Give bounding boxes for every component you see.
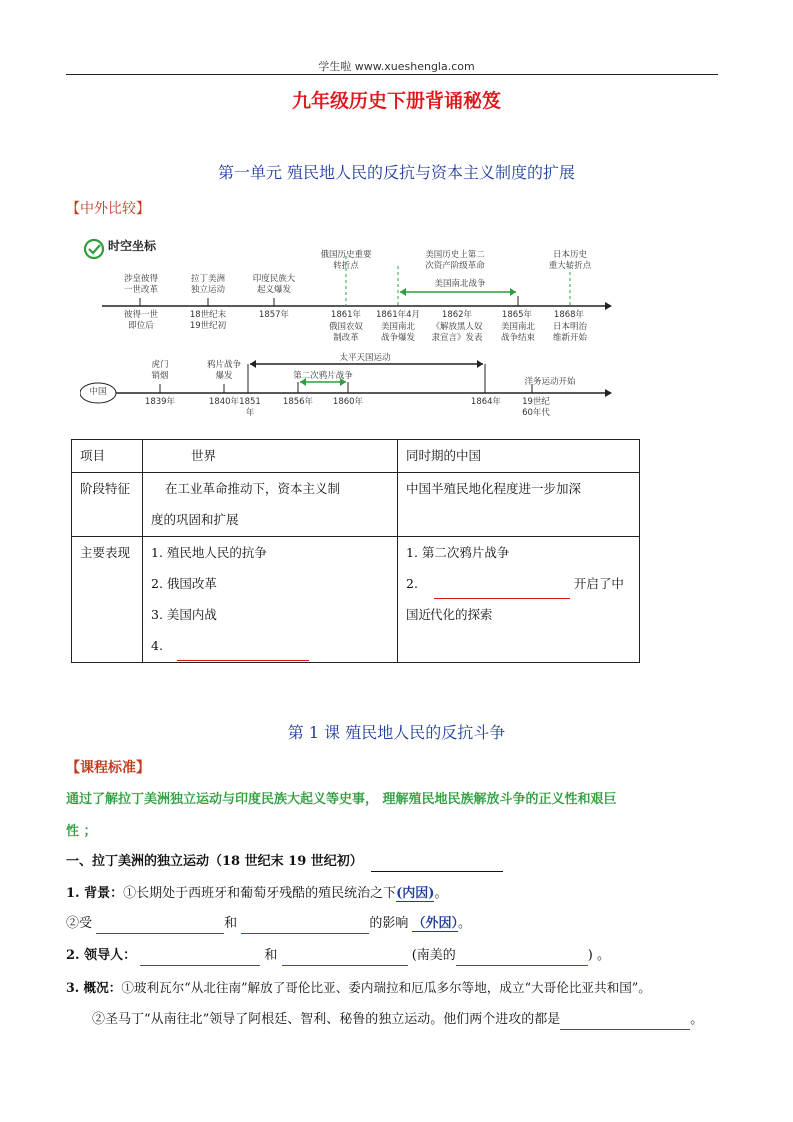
world-event-1: 18世纪末 19世纪初 (189, 310, 227, 331)
china-event-humen: 虎门 销烟 (151, 360, 169, 381)
fill-blank[interactable] (140, 951, 260, 966)
china-year-1: 1840年 (208, 397, 240, 407)
civil-war-span-label: 美国南北战争 (434, 279, 486, 289)
standard-text-line1: 通过了解拉丁美洲独立运动与印度民族大起义等史事， 理解殖民地民族解放斗争的正义性和艰巨 (66, 792, 617, 807)
cell-china-main (398, 537, 640, 663)
world-label-india: 印度民族大 起义爆发 (252, 274, 296, 295)
header-rule (66, 74, 718, 75)
section-tag-standard: 【课程标准】 (66, 760, 150, 776)
unit-title: 第一单元 殖民地人民的反抗与资本主义制度的扩展 (217, 163, 576, 182)
cell-world-main (143, 537, 398, 663)
china-item-2-tail: 开启了中国近 (406, 576, 624, 622)
fill-blank[interactable] (456, 951, 588, 966)
fill-blank[interactable] (371, 857, 503, 872)
background-line2 (66, 914, 471, 934)
fill-blank[interactable] (560, 1015, 690, 1030)
bg2-influence: 的影响 (369, 916, 409, 931)
world-event-4: 1861年4月 (375, 310, 421, 320)
row-label-main: 主要表现 (72, 537, 143, 663)
world-below-russia: 俄国农奴 制改革 (328, 322, 363, 343)
world-below-warstart: 美国南北 战争爆发 (380, 322, 415, 343)
overview-line1 (66, 978, 651, 998)
header-world: 世界 (143, 440, 398, 473)
inner-cause: (内因) (396, 886, 435, 901)
china-year-5: 1864年 (470, 397, 502, 407)
world-event-7: 1868年 (553, 310, 585, 320)
china-axis-label: 中国 (89, 387, 107, 397)
overview-sanmartin: ②圣马丁“从南往北”领导了阿根廷、智利、秘鲁的独立运动。他们两个进攻的都是 (92, 1012, 561, 1027)
overview-bolivar: ①玻利瓦尔“从北往南”解放了哥伦比亚、委内瑞拉和厄瓜多尔等地，成立“大哥伦比亚共和国”。 (121, 980, 651, 995)
fill-blank[interactable] (241, 919, 369, 934)
lesson-title: 第 1 课 殖民地人民的反抗斗争 (287, 723, 506, 742)
world-item-4 (151, 630, 389, 661)
world-event-0: 彼得一世 即位后 (123, 310, 158, 331)
outer-cause: （外因） (412, 916, 458, 931)
leaders-paren: (南美的 (411, 948, 456, 963)
world-event-5: 1862年 (441, 310, 473, 320)
opium2-span-label: 第二次鸦片战争 (293, 371, 353, 381)
leaders-label: 2. 领导人： (66, 948, 137, 963)
fill-blank[interactable] (434, 584, 570, 599)
world-item-1: 1. 殖民地人民的抗争 (151, 545, 267, 560)
section-heading-latin (66, 852, 503, 872)
overview-end: 。 (690, 1012, 704, 1027)
world-item-3: 3. 美国内战 (151, 607, 217, 622)
timeline-badge: 时空坐标 (108, 239, 157, 253)
section-tag-comparison: 【中外比较】 (66, 201, 150, 217)
fill-blank[interactable] (96, 919, 224, 934)
standard-text-line2: 性 ； (66, 824, 97, 839)
background-line1 (66, 884, 447, 904)
world-below-emancipation: 《解放黑人奴 隶宣言》发表 (431, 322, 483, 343)
bg2-end: 。 (457, 916, 471, 931)
bg-period: 。 (434, 886, 448, 901)
china-year-6: 19世纪 60年代 (522, 397, 550, 418)
china-item-1: 1. 第二次鸦片战争 (406, 545, 510, 560)
cell-world-stage (143, 473, 398, 537)
china-event-opium1: 鸦片战争 爆发 (206, 360, 241, 381)
china-year-4: 1860年 (332, 397, 364, 407)
china-item-2-cont: 代化的探索 (430, 607, 493, 622)
world-below-meiji: 日本明治 维新开始 (552, 322, 587, 343)
header-china: 同时期的中国 (398, 440, 640, 473)
milestone-usa: 美国历史上第二 次资产阶级革命 (425, 250, 485, 271)
bg-label: 1. 背景： (66, 886, 124, 901)
table-header-row (72, 440, 640, 473)
taiping-span-label: 太平天国运动 (339, 353, 391, 363)
world-event-6: 1865年 (501, 310, 533, 320)
leaders-and: 和 (264, 948, 278, 963)
site-header: 学生啦 www.xueshengla.com (318, 60, 475, 73)
world-stage-line1: 在工业革命推动下，资本主义制 (165, 481, 341, 496)
china-year-2: 1851年 (239, 397, 261, 418)
section-heading-text: 一、拉丁美洲的独立运动（18 世纪末 19 世纪初） (66, 854, 363, 869)
table-row (72, 473, 640, 537)
world-event-3: 1861年 (330, 310, 362, 320)
milestone-japan: 日本历史 重大转折点 (548, 250, 592, 271)
bg2-start: ②受 (66, 916, 93, 931)
leaders-close: ) (587, 948, 593, 963)
timeline-figure (80, 236, 640, 421)
overview-label: 3. 概况： (66, 980, 122, 995)
china-year-0: 1839年 (144, 397, 176, 407)
overview-line2 (92, 1010, 703, 1030)
world-label-latin: 拉丁美洲 独立运动 (190, 274, 225, 295)
world-event-2: 1857年 (258, 310, 290, 320)
world-item-4-num: 4. (151, 638, 163, 653)
cell-china-stage: 中国半殖民地化程度进一步加深 (398, 473, 640, 537)
world-label-peter: 涉皇彼得 一世改革 (123, 274, 158, 295)
bg-text: ①长期处于西班牙和葡萄牙残酷的殖民统治之下 (123, 886, 397, 901)
fill-blank[interactable] (282, 951, 408, 966)
leaders-end: 。 (596, 948, 610, 963)
china-item-2-num: 2. (406, 576, 418, 591)
world-item-2: 2. 俄国改革 (151, 576, 217, 591)
world-stage-line2: 度的巩固和扩展 (151, 512, 239, 527)
world-below-warend: 美国南北 战争结束 (500, 322, 535, 343)
row-label-stage: 阶段特征 (72, 473, 143, 537)
table-row (72, 537, 640, 663)
yangwu-label: 洋务运动开始 (524, 377, 576, 387)
bg2-and: 和 (224, 916, 238, 931)
header-item: 项目 (72, 440, 143, 473)
leaders-line (66, 946, 610, 966)
fill-blank[interactable] (177, 646, 309, 661)
china-year-3: 1856年 (282, 397, 314, 407)
document-title: 九年级历史下册背诵秘笈 (291, 90, 501, 112)
comparison-table (71, 439, 640, 663)
milestone-russia: 俄国历史重要 转折点 (320, 250, 372, 271)
